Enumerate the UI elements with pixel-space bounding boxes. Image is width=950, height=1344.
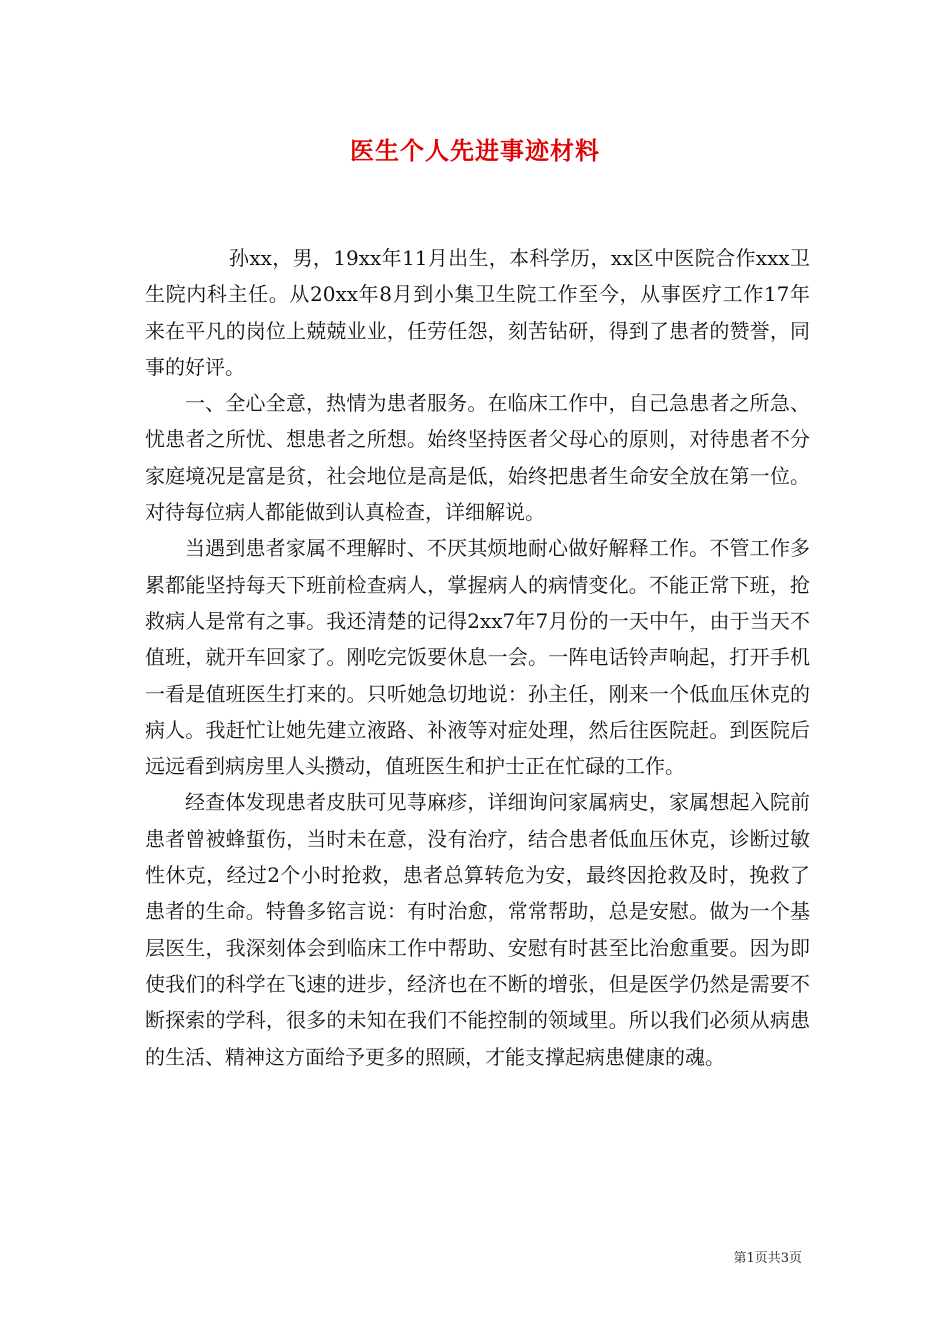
paragraph: 经查体发现患者皮肤可见荨麻疹，详细询问家属病史，家属想起入院前患者曾被蜂蜇伤，当时未在意，没有治疗，结合患者低血压休克，诊断过敏性休克，经过2个小时抢救，患者总算转危为安，最终因抢救及时，挽救了患者的生命。特鲁多铭言说：有时治愈，常常帮助，总是安慰。做为一个基层医生，我深刻体会到临床工作中帮助、安慰有时甚至比治愈重要。因为即使我们的科学在飞速的进步，经济也在不断的增张，但是医学仍然是需要不断探索的学科，很多的未知在我们不能控制的领域里。所以我们必须从病患的生活、精神这方面给予更多的照顾，才能支撑起病患健康的魂。 [145, 790, 810, 1069]
paragraph: 当遇到患者家属不理解时、不厌其烦地耐心做好解释工作。不管工作多累都能坚持每天下班前检查病人，掌握病人的病情变化。不能正常下班，抢救病人是常有之事。我还清楚的记得2xx7年7月份的一天中午，由于当天不值班，就开车回家了。刚吃完饭要休息一会。一阵电话铃声响起，打开手机一看是值班医生打来的。只听她急切地说：孙主任，刚来一个低血压休克的病人。我赶忙让她先建立液路、补液等对症处理，然后往医院赶。到医院后远远看到病房里人头攒动，值班医生和护士正在忙碌的工作。 [145, 536, 810, 779]
document-title: 医生个人先进事迹材料 [350, 136, 600, 165]
paragraph: 一、全心全意，热情为患者服务。在临床工作中，自己急患者之所急、忧患者之所忧、想患者之所想。始终坚持医者父母心的原则，对待患者不分家庭境况是富是贫，社会地位是高是低，始终把患者生命安全放在第一位。对待每位病人都能做到认真检查，详细解说。 [145, 391, 810, 525]
page-number: 第1页共3页 [733, 1251, 802, 1266]
document-body [145, 240, 810, 1075]
paragraph: 孙xx，男，19xx年11月出生，本科学历，xx区中医院合作xxx卫生院内科主任。从20xx年8月到小集卫生院工作至今，从事医疗工作17年来在平凡的岗位上兢兢业业，任劳任怨，刻苦钻研，得到了患者的赞誉，同事的好评。 [145, 246, 810, 379]
